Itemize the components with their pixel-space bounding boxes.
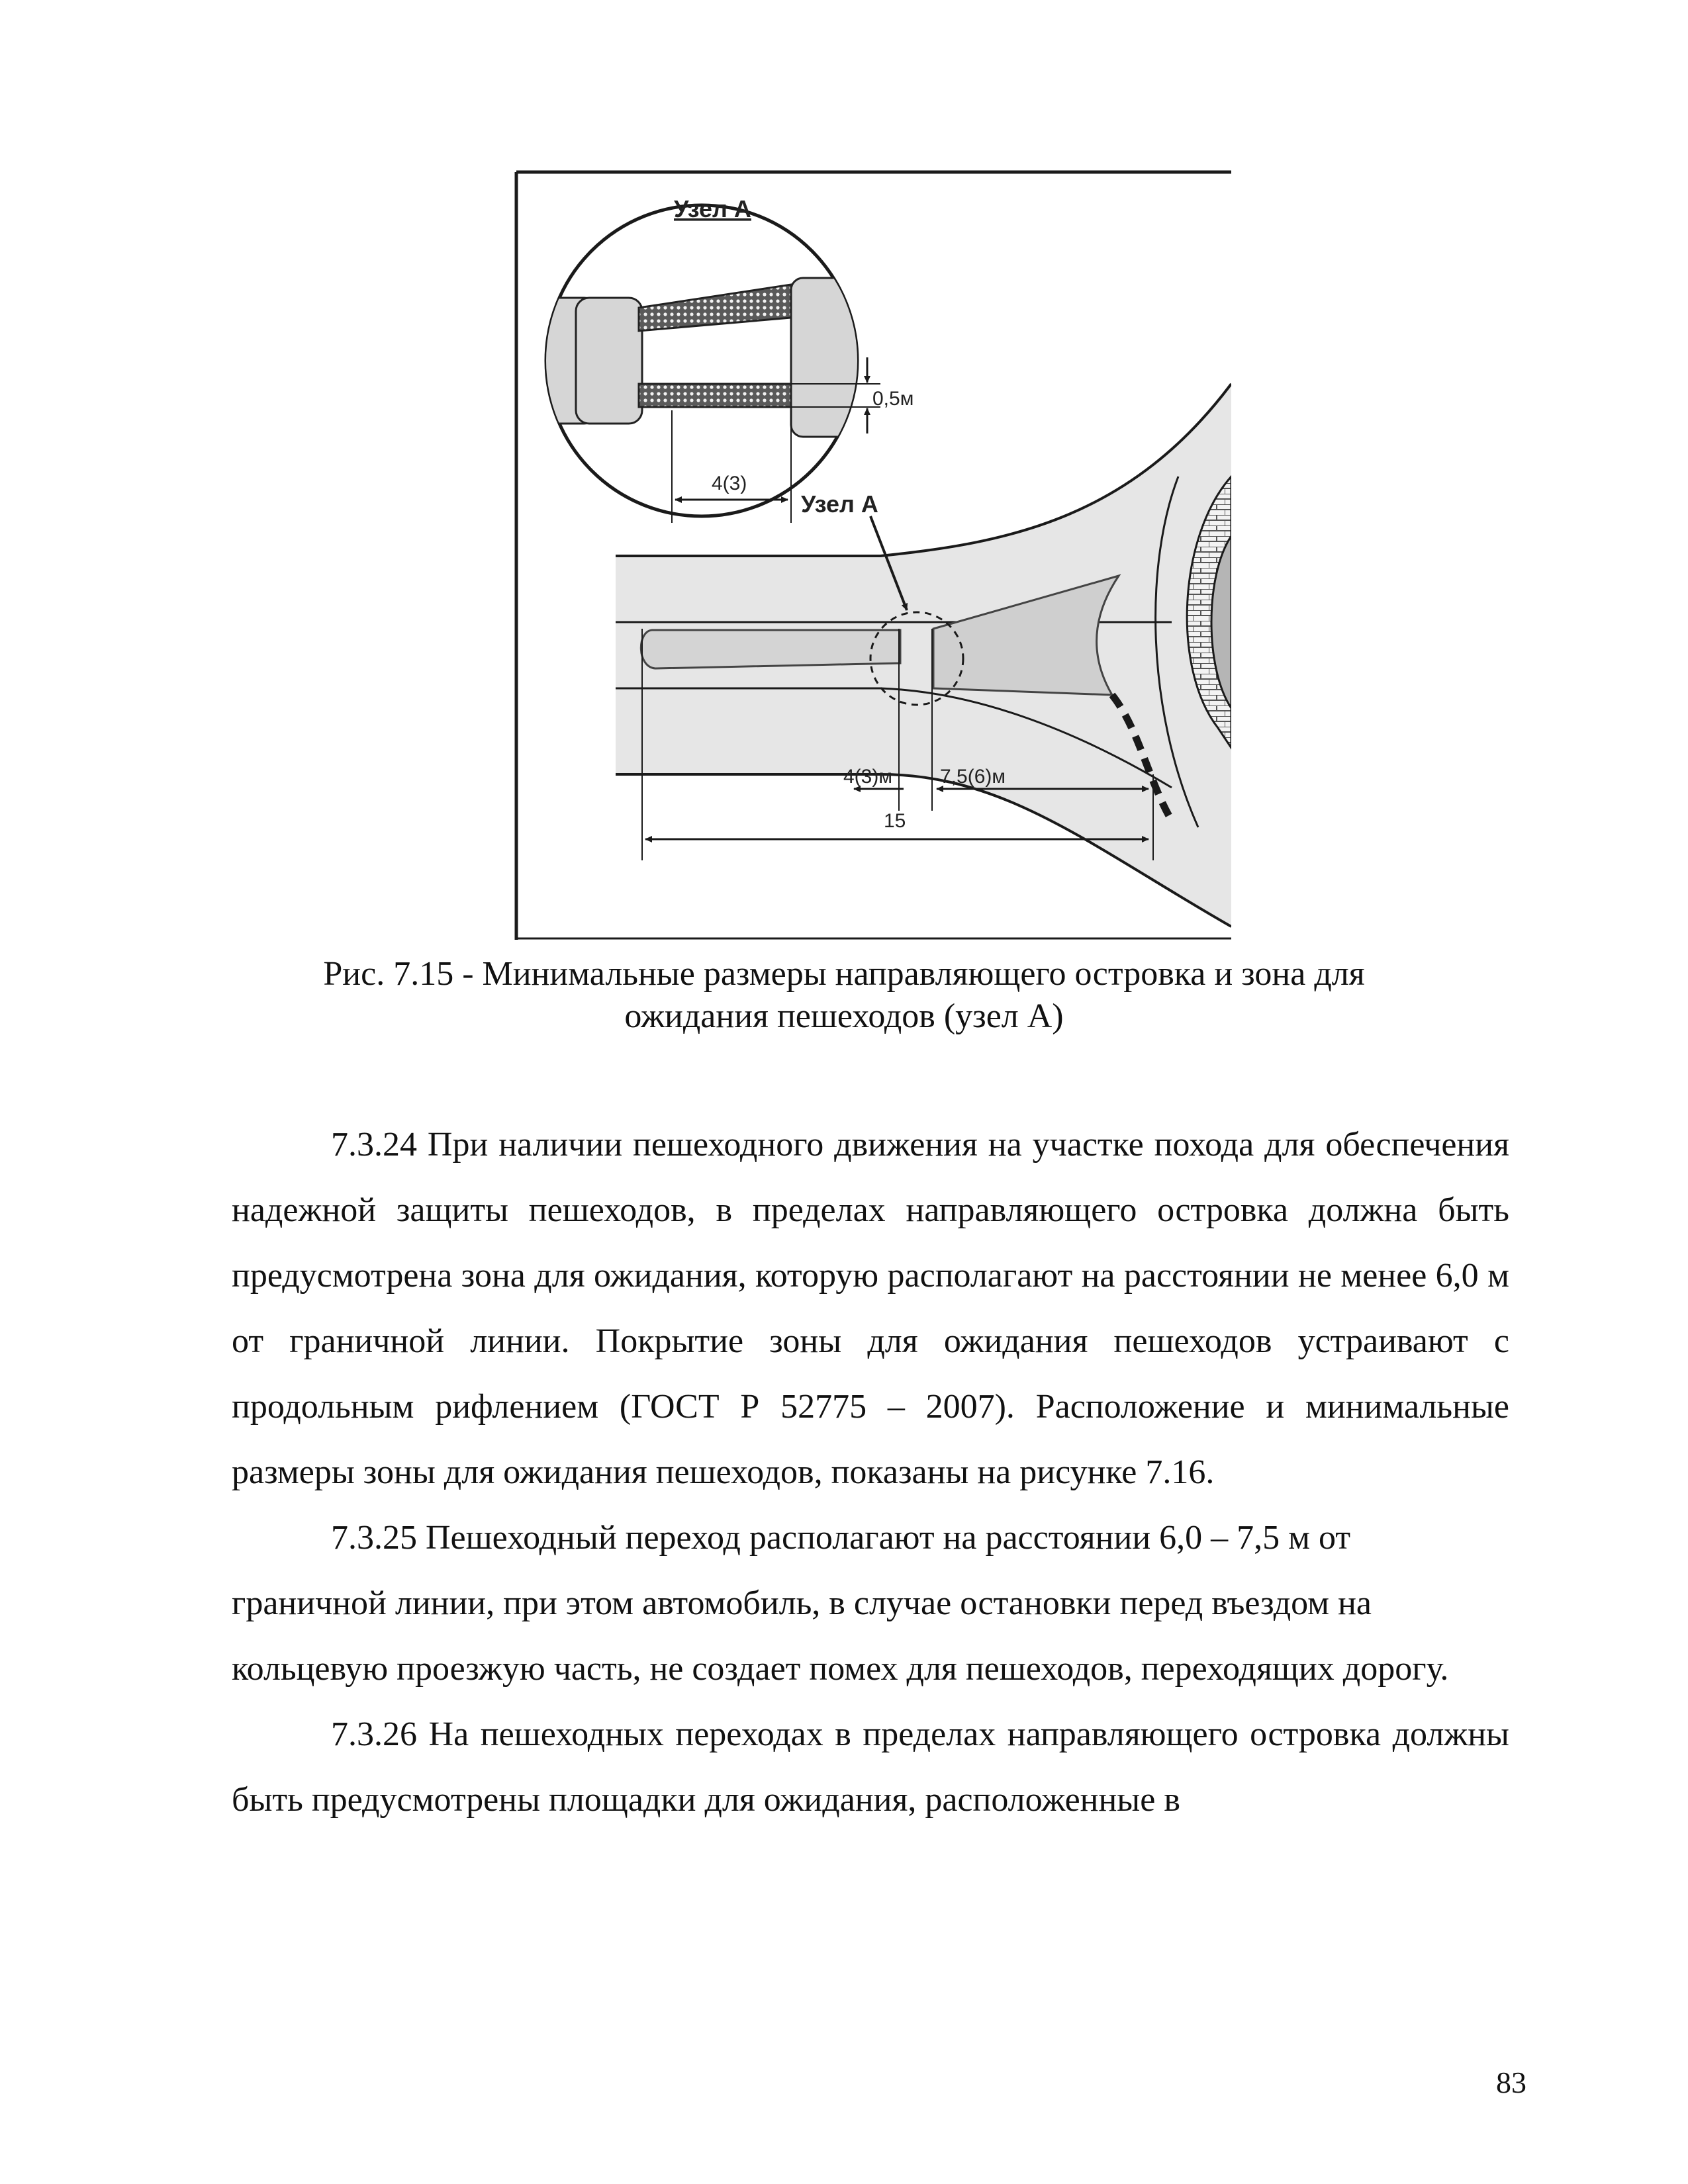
figure-caption xyxy=(199,953,1489,1038)
detail-width-label: 4(3) xyxy=(712,473,747,494)
body-text xyxy=(232,1112,1509,1833)
figure-7-15 xyxy=(510,165,1231,943)
node-a-title: Узел А xyxy=(674,195,751,222)
page-number: 83 xyxy=(1496,2066,1526,2099)
total-length-label: 15 xyxy=(884,810,906,832)
island-width-label: 4(3)м xyxy=(843,766,892,788)
zone-width-label: 7,5(6)м xyxy=(940,766,1006,788)
paragraph-7-3-26: 7.3.26 На пешеходных переходах в пределах направляющего островка должны быть предусмотрены площадки для ожидания, расположенные в xyxy=(232,1715,1509,1819)
paragraph-7-3-24: 7.3.24 При наличии пешеходного движения на участке похода для обеспечения надежной защиты пешеходов, в пределах направляющего островка должна быть предусмотрена зона для ожидания, которую располагают на расстоянии не менее 6,0 м от граничной линии. Покрытие зоны для ожидания пешеходов устраивают с продольным рифлением (ГОСТ Р 52775 – 2007). Расположение и минимальные размеры зоны для ожидания пешеходов, показаны на рисунке 7.16. xyxy=(232,1126,1509,1491)
paragraph-7-3-25: 7.3.25 Пешеходный переход располагают на расстоянии 6,0 – 7,5 м от граничной линии, при этом автомобиль, в случае остановки перед въездом на кольцевую проезжую часть, не создает помех для пешеходов, переходящих дорогу. xyxy=(232,1519,1449,1688)
offset-label: 0,5м xyxy=(872,388,914,410)
node-a-pointer-label: Узел А xyxy=(801,490,878,518)
caption-line-1: Рис. 7.15 - Минимальные размеры направляющего островка и зона для xyxy=(323,955,1365,993)
caption-line-2: ожидания пешеходов (узел А) xyxy=(624,997,1064,1035)
detail-circle xyxy=(510,205,923,516)
